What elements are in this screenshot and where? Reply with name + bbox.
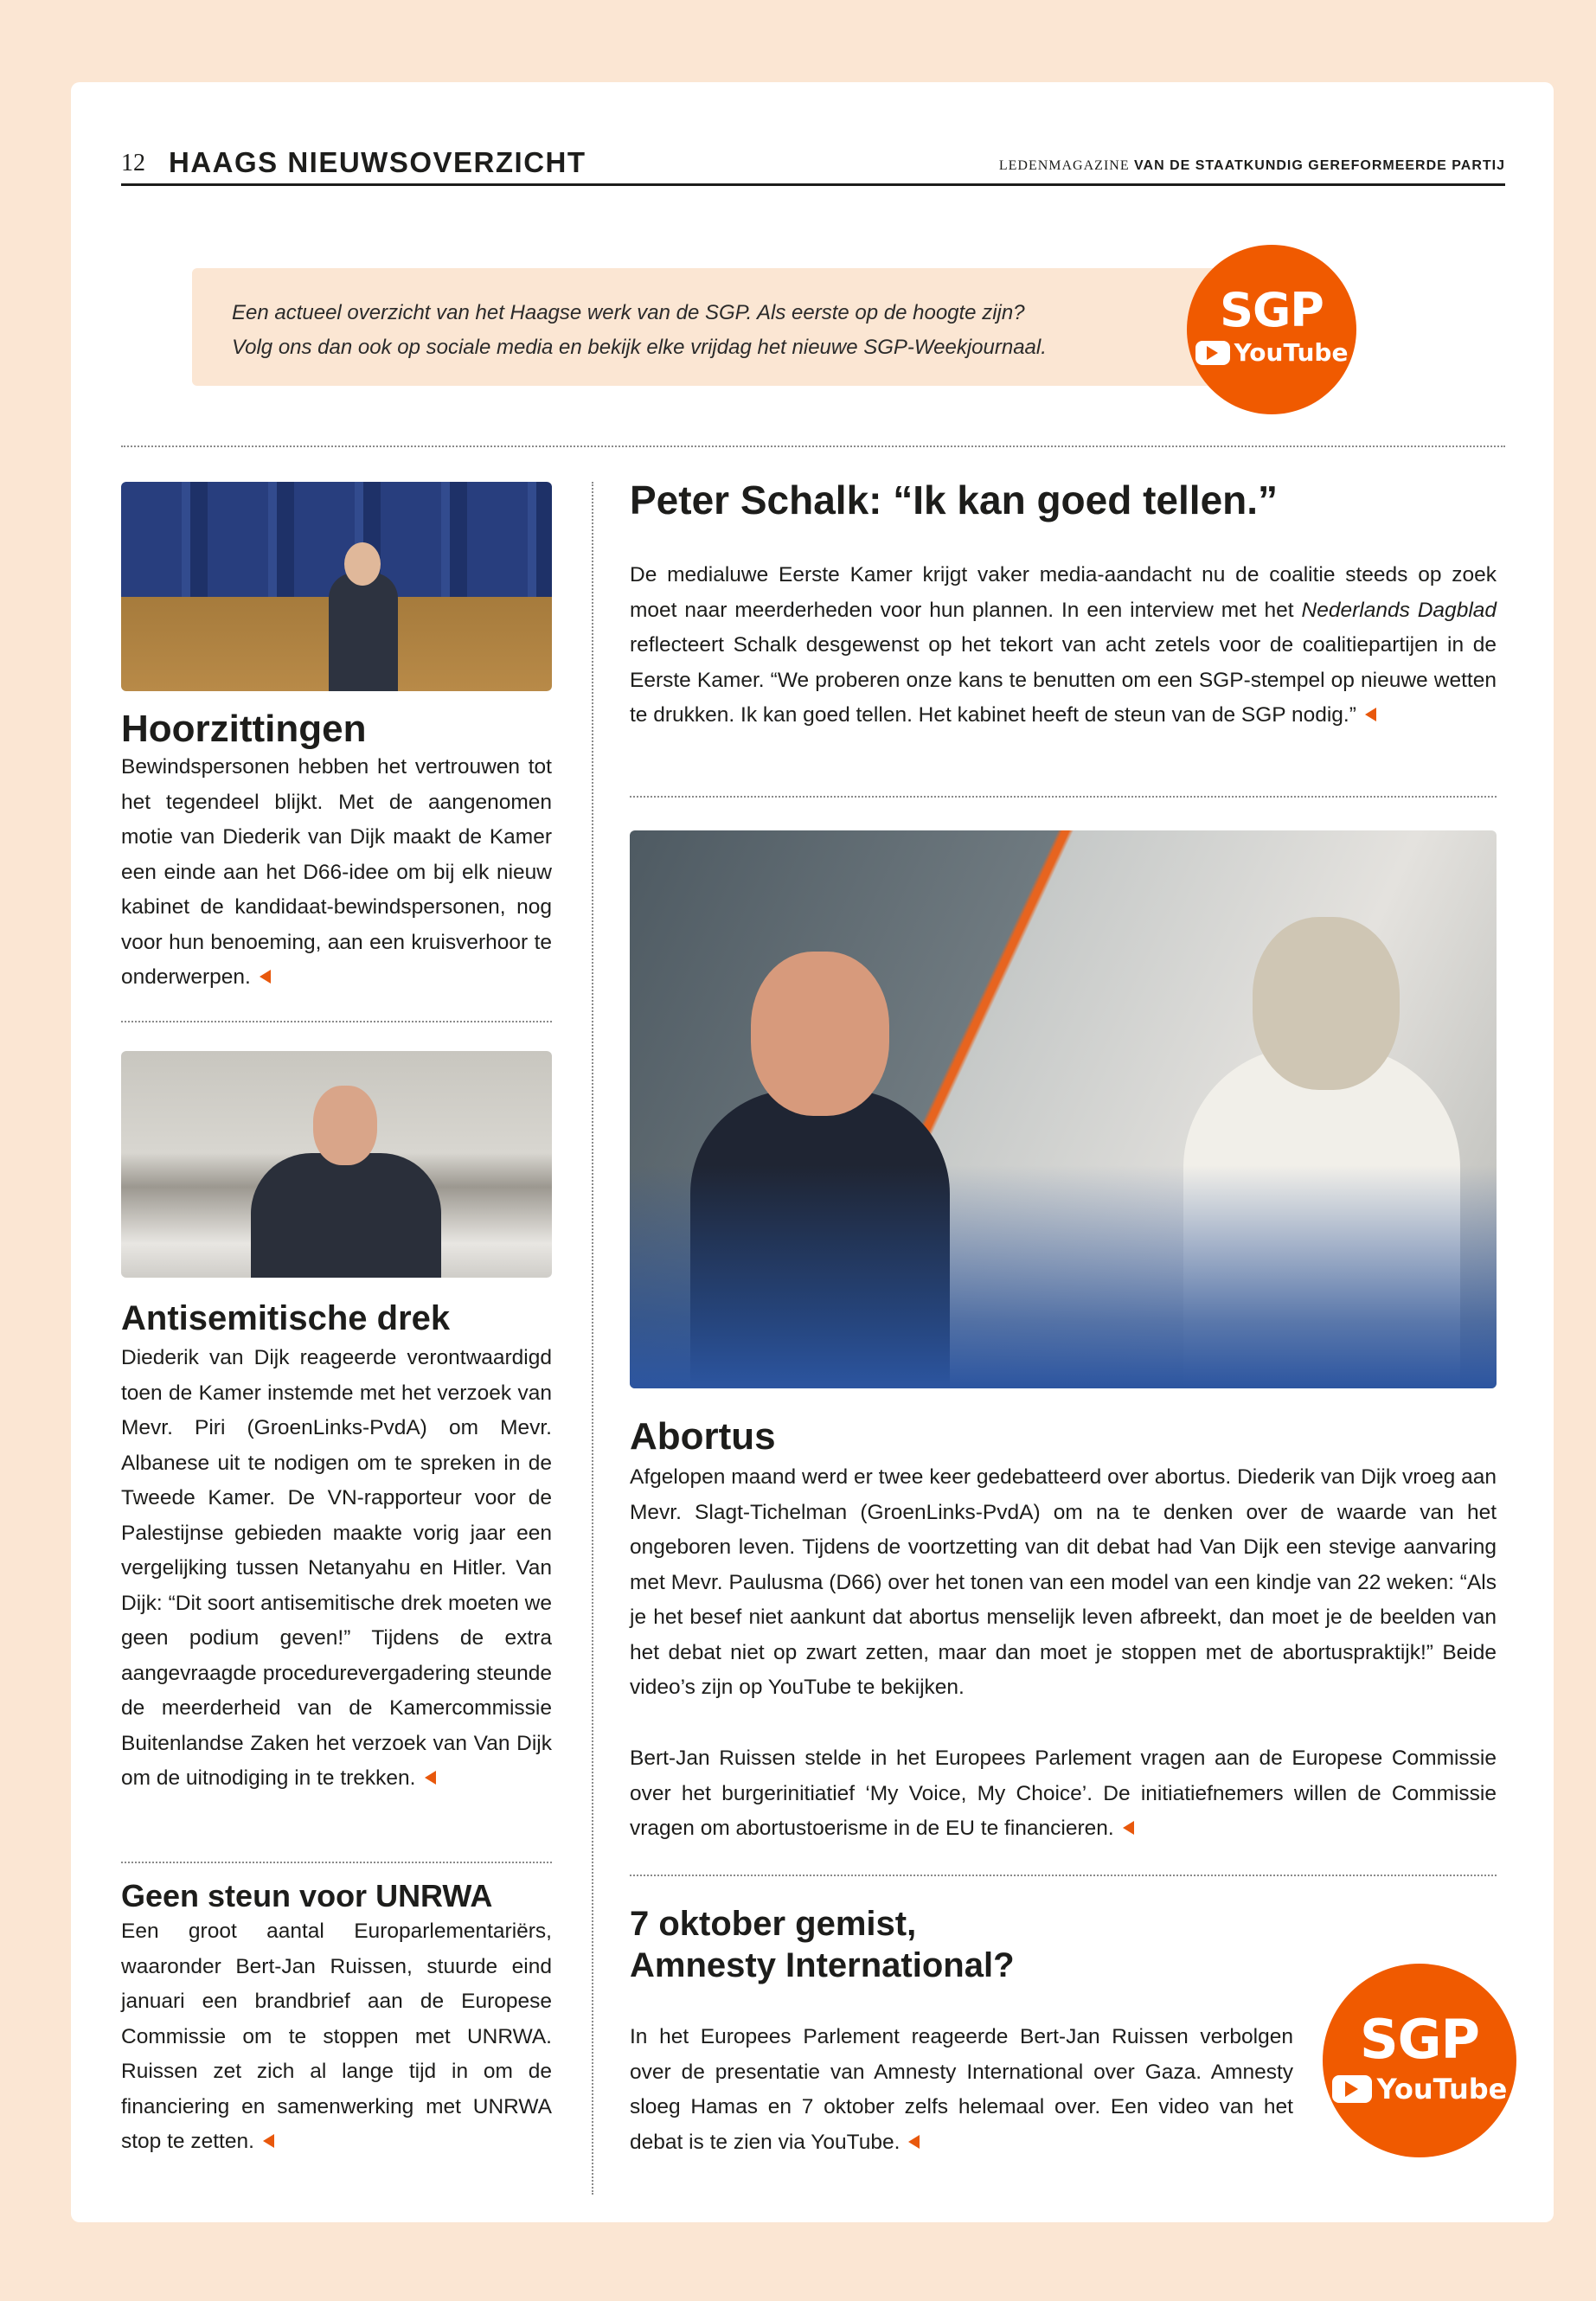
- sgp-youtube-logo-bottom[interactable]: [1323, 1964, 1516, 2157]
- divider-left-1: [121, 1021, 552, 1022]
- photo-abortus-debate: [630, 830, 1497, 1388]
- divider-top: [121, 445, 1505, 447]
- divider-left-2: [121, 1862, 552, 1863]
- youtube-play-icon: [1195, 341, 1230, 365]
- divider-right-1: [630, 796, 1497, 798]
- end-marker-icon: [425, 1771, 436, 1785]
- youtube-play-icon: [1332, 2075, 1372, 2103]
- intro-line-1: Een actueel overzicht van het Haagse werk van de SGP. Als eerste op de hoogte zijn?: [232, 301, 1025, 324]
- title-amnesty-line-2: Amnesty International?: [630, 1946, 1015, 1984]
- youtube-logo-text: YouTube: [1234, 338, 1349, 367]
- divider-right-2: [630, 1875, 1497, 1876]
- intro-box: [192, 268, 1253, 386]
- end-marker-icon: [1123, 1821, 1134, 1835]
- body-unrwa: Een groot aantal Europarlementariërs, waaronder Bert-Jan Ruissen, stuurde eind januari een brandbrief aan de Europese Commissie om te stoppen met UNRWA. Ruissen zet zich al lange tijd in om de financiering en samenwerking met UNRWA stop te zetten.: [121, 1920, 552, 2153]
- body-amnesty: In het Europees Parlement reageerde Bert-Jan Ruissen verbolgen over de presentatie van Amnesty International over Gaza. Amnesty sloeg Hamas en 7 oktober zelfs helemaal over. Een video van het debat is te zien via YouTube.: [630, 2025, 1293, 2154]
- title-amnesty-line-1: 7 oktober gemist,: [630, 1905, 917, 1943]
- title-hoorzittingen: Hoorzittingen: [121, 708, 367, 750]
- body-schalk: De medialuwe Eerste Kamer krijgt vaker media-aandacht nu de coalitie steeds op zoek moet naar meerderheden voor hun plannen. In een interview met het Nederlands Dagblad reflecteert Schalk desgewenst op het tekort van acht zetels voor de coalitiepartijen in de Eerste Kamer. “We proberen onze kans te benutten om een SGP-stempel op nieuwe wetten te drukken. Ik kan goed tellen. Het kabinet heeft de steun van de SGP nodig.”: [630, 563, 1497, 727]
- end-marker-icon: [908, 2135, 920, 2149]
- masthead: [999, 158, 1505, 174]
- youtube-logo-text: YouTube: [1376, 2073, 1508, 2106]
- page-number: 12: [121, 150, 145, 176]
- photo-hoorzittingen: [121, 482, 552, 691]
- page-header: [121, 146, 1505, 186]
- intro-line-2: Volg ons dan ook op sociale media en bekijk elke vrijdag het nieuwe SGP-Weekjournaal.: [232, 336, 1047, 359]
- body-antisemitische: Diederik van Dijk reageerde verontwaardigd toen de Kamer instemde met het verzoek van Mevr. Piri (GroenLinks-PvdA) om Mevr. Albanese uit te nodigen om te spreken in de Tweede Kamer. De VN-rapporteur voor de Palestijnse gebieden maakte vorig jaar een vergelijking tussen Netanyahu en Hitler. Van Dijk: “Dit soort antisemitische drek moeten we geen podium geven!” Tijdens de extra aangevraagde procedurevergadering steunde de meerderheid van de Kamercommissie Buitenlandse Zaken het verzoek van Van Dijk om de uitnodiging in te trekken.: [121, 1346, 552, 1790]
- end-marker-icon: [260, 970, 271, 984]
- body-abortus-1: Afgelopen maand werd er twee keer gedebatteerd over abortus. Diederik van Dijk vroeg aan Mevr. Slagt-Tichelman (GroenLinks-PvdA) om na te denken over de waarde van het ongeboren leven. Tijdens de voortzetting van dit debat had Van Dijk een stevige aanvaring met Mevr. Paulusma (D66) over het tonen van een model van een kindje van 22 weken: “Als je het besef niet aankunt dat abortus menselijk leven afbreekt, dan moet je de beelden van het debat niet op zwart zetten, maar dan moet je stoppen met de abortuspraktijk!” Beide video’s zijn op YouTube te bekijken.: [630, 1465, 1497, 1699]
- body-abortus-2: Bert-Jan Ruissen stelde in het Europees Parlement vragen aan de Europese Commissie over het burgerinitiatief ‘My Voice, My Choice’. De initiatiefnemers willen de Commissie vragen om abortustoerisme in de EU te financieren.: [630, 1747, 1497, 1840]
- sgp-logo-text: SGP: [1220, 283, 1324, 337]
- title-abortus: Abortus: [630, 1415, 776, 1458]
- masthead-light: LEDENMAGAZINE: [998, 158, 1130, 173]
- title-schalk: Peter Schalk: “Ik kan goed tellen.”: [630, 478, 1279, 522]
- photo-antisemitische: [121, 1051, 552, 1278]
- magazine-page: [71, 82, 1554, 2222]
- title-amnesty: [630, 1903, 1015, 1986]
- section-title: HAAGS NIEUWSOVERZICHT: [169, 146, 586, 178]
- sgp-youtube-logo-top[interactable]: [1187, 245, 1356, 414]
- column-divider: [592, 482, 593, 2195]
- title-unrwa: Geen steun voor UNRWA: [121, 1878, 493, 1913]
- body-hoorzittingen: Bewindspersonen hebben het vertrouwen tot het tegendeel blijkt. Met de aangenomen motie van Diederik van Dijk maakt de Kamer een einde aan het D66-idee om bij elk nieuw kabinet de kandidaat-bewindspersonen, nog voor hun benoeming, aan een kruisverhoor te onderwerpen.: [121, 755, 552, 989]
- sgp-logo-text: SGP: [1360, 2008, 1479, 2071]
- masthead-bold: VAN DE STAATKUNDIG GEREFORMEERDE PARTIJ: [1134, 158, 1505, 173]
- end-marker-icon: [263, 2134, 274, 2148]
- title-antisemitische: Antisemitische drek: [121, 1299, 451, 1337]
- end-marker-icon: [1365, 708, 1376, 721]
